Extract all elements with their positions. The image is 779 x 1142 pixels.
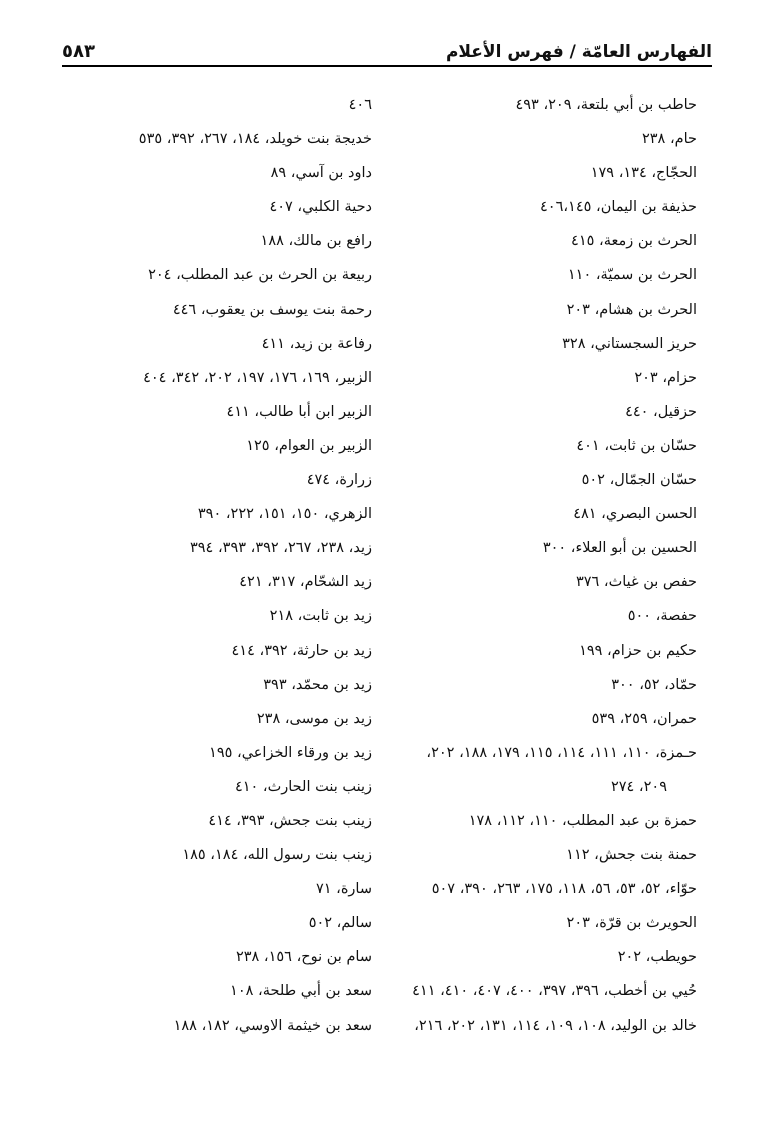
index-entry: دحية الكلبي، ٤٠٧	[269, 199, 372, 216]
index-entry: حسّان بن ثابت، ٤٠١	[576, 437, 697, 454]
index-entry: حريز السجستاني، ٣٢٨	[562, 335, 697, 352]
index-entry: زيد بن موسى، ٢٣٨	[256, 710, 372, 727]
index-entry: حمّاد، ٥٢، ٣٠٠	[611, 676, 697, 693]
index-entry: خالد بن الوليد، ١٠٨، ١٠٩، ١١٤، ١٣١، ٢٠٢، ٢١٦،	[414, 1017, 697, 1034]
index-entry: زيد بن محمّد، ٣٩٣	[263, 676, 372, 693]
index-entry: حاطب بن أبي بلتعة، ٢٠٩، ٤٩٣	[515, 97, 697, 113]
index-entry: حمران، ٢٥٩، ٥٣٩	[591, 710, 697, 727]
index-entry: زينب بنت رسول الله، ١٨٤، ١٨٥	[182, 847, 372, 864]
index-entry: حُيي بن أخطب، ٣٩٦، ٣٩٧، ٤٠٠، ٤٠٧، ٤١٠، ٤١١	[412, 983, 697, 1000]
index-column-right	[397, 88, 697, 1043]
index-entry: حام، ٢٣٨	[641, 131, 697, 148]
index-entry: رحمة بنت يوسف بن يعقوب، ٤٤٦	[172, 301, 372, 318]
index-entry: الزبير بن العوام، ١٢٥	[246, 437, 372, 454]
index-entry: زيد، ٢٣٨، ٢٦٧، ٣٩٢، ٣٩٣، ٣٩٤	[189, 540, 372, 557]
index-entry: رافع بن مالك، ١٨٨	[260, 233, 372, 250]
index-entry: ٢٠٩، ٢٧٤	[610, 778, 667, 795]
index-entry: داود بن آسي، ٨٩	[270, 165, 372, 182]
index-entry: الزهري، ١٥٠، ١٥١، ٢٢٢، ٣٩٠	[197, 506, 372, 523]
index-entry: زيد بن ورقاء الخزاعي، ١٩٥	[209, 744, 372, 761]
index-entry: زيد بن ثابت، ٢١٨	[269, 608, 372, 625]
index-entry: سعد بن خيثمة الاوسي، ١٨٢، ١٨٨	[173, 1017, 372, 1034]
header-rule	[62, 65, 712, 67]
index-entry: الحرث بن هشام، ٢٠٣	[566, 301, 697, 318]
index-entry: سارة، ٧١	[315, 881, 372, 898]
index-entry: الحسن البصري، ٤٨١	[573, 506, 697, 523]
index-entry: سعد بن أبي طلحة، ١٠٨	[230, 983, 372, 1000]
index-entry: ٤٠٦	[348, 97, 372, 113]
index-entry: زيد بن حارثة، ٣٩٢، ٤١٤	[231, 642, 372, 659]
index-entry: زرارة، ٤٧٤	[306, 472, 372, 489]
index-entry: زينب بنت جحش، ٣٩٣، ٤١٤	[208, 812, 372, 829]
index-column-left	[72, 88, 372, 1043]
index-entry: الحرث بن زمعة، ٤١٥	[571, 233, 697, 250]
index-entry: زيد الشحّام، ٣١٧، ٤٢١	[239, 574, 372, 591]
index-entry: حزقيل، ٤٤٠	[625, 403, 697, 420]
page-number: ٥٨٣	[62, 41, 95, 62]
index-entry: حوّاء، ٥٢، ٥٣، ٥٦، ١١٨، ١٧٥، ٢٦٣، ٣٩٠، ٥٠٧	[431, 881, 697, 898]
index-entry: حمزة بن عبد المطلب، ١١٠، ١١٢، ١٧٨	[468, 812, 697, 829]
index-entry: سالم، ٥٠٢	[308, 915, 372, 932]
index-entry: الزبير ابن أبا طالب، ٤١١	[226, 403, 372, 420]
index-entry: الحويرث بن قرّة، ٢٠٣	[566, 915, 697, 932]
index-entry: حفص بن غياث، ٣٧٦	[575, 574, 697, 591]
index-entry: الحرث بن سميّة، ١١٠	[567, 267, 697, 284]
index-entry: حكيم بن حزام، ١٩٩	[579, 642, 697, 659]
index-entry: حمنة بنت جحش، ١١٢	[566, 847, 697, 864]
running-title: الفهارس العامّة / فهرس الأعلام	[445, 42, 712, 62]
index-entry: حذيفة بن اليمان، ٤٠٦،١٤٥	[540, 199, 697, 216]
index-entry: زينب بنت الحارث، ٤١٠	[234, 778, 372, 795]
index-entry: حويطب، ٢٠٢	[617, 949, 697, 966]
index-entry: الحجّاج، ١٣٤، ١٧٩	[590, 165, 697, 182]
index-entry: الحسين بن أبو العلاء، ٣٠٠	[542, 540, 697, 557]
index-entry: رفاعة بن زيد، ٤١١	[261, 335, 372, 352]
index-entry: حسّان الجمّال، ٥٠٢	[581, 472, 697, 489]
index-entry: خديجة بنت خويلد، ١٨٤، ٢٦٧، ٣٩٢، ٥٣٥	[138, 131, 372, 148]
index-entry: حفصة، ٥٠٠	[627, 608, 697, 625]
index-entry: ربيعة بن الحرث بن عبد المطلب، ٢٠٤	[148, 267, 372, 284]
page-header	[62, 28, 712, 62]
index-entry: سام بن نوح، ١٥٦، ٢٣٨	[235, 949, 372, 966]
index-entry: حزام، ٢٠٣	[634, 369, 697, 386]
index-entry: الزبير، ١٦٩، ١٧٦، ١٩٧، ٢٠٢، ٣٤٢، ٤٠٤	[143, 369, 372, 386]
index-entry: حـمزة، ١١٠، ١١١، ١١٤، ١١٥، ١٧٩، ١٨٨، ٢٠٢،	[426, 744, 697, 761]
